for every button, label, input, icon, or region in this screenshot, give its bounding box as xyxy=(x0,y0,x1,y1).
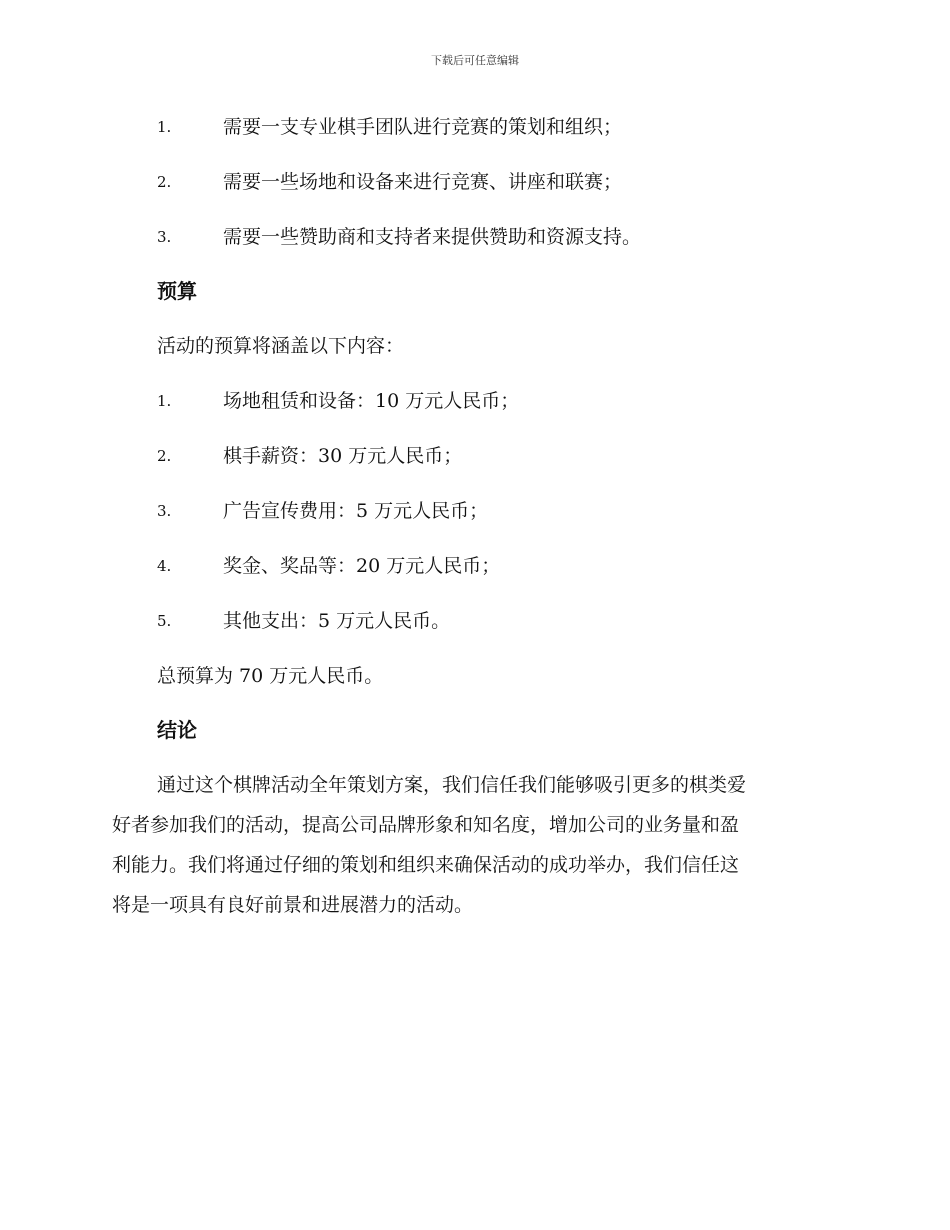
conclusion-heading: 结论 xyxy=(157,718,197,742)
list-text: 广告宣传费用：5 万元人民币； xyxy=(223,500,489,522)
list-number: 1. xyxy=(157,118,172,136)
list-number: 2. xyxy=(157,173,172,191)
list-text: 其他支出：5 万元人民币。 xyxy=(223,610,451,632)
paragraph-line: 好者参加我们的活动，提高公司品牌形象和知名度，增加公司的业务量和盈 xyxy=(112,814,740,836)
budget-total: 总预算为 70 万元人民币。 xyxy=(157,665,384,687)
page-header: 下载后可任意编辑 xyxy=(431,54,519,67)
conclusion-paragraph xyxy=(112,770,842,930)
budget-item xyxy=(0,441,950,471)
budget-item xyxy=(0,551,950,581)
list-number: 1. xyxy=(157,392,172,410)
list-text: 需要一些场地和设备来进行竞赛、讲座和联赛； xyxy=(223,171,623,193)
list-text: 需要一支专业棋手团队进行竞赛的策划和组织； xyxy=(223,116,623,138)
list-number: 3. xyxy=(157,502,172,520)
paragraph-line: 将是一项具有良好前景和进展潜力的活动。 xyxy=(112,894,474,916)
budget-item xyxy=(0,496,950,526)
budget-item xyxy=(0,386,950,416)
list-text: 棋手薪资：30 万元人民币； xyxy=(223,445,463,467)
list-number: 5. xyxy=(157,612,172,630)
budget-item xyxy=(0,606,950,636)
list-text: 奖金、奖品等：20 万元人民币； xyxy=(223,555,501,577)
requirement-item xyxy=(0,222,950,252)
paragraph-line: 利能力。我们将通过仔细的策划和组织来确保活动的成功举办，我们信任这 xyxy=(112,854,740,876)
requirement-item xyxy=(0,112,950,142)
list-text: 场地租赁和设备：10 万元人民币； xyxy=(223,390,520,412)
list-number: 3. xyxy=(157,228,172,246)
budget-heading: 预算 xyxy=(157,279,197,303)
list-text: 需要一些赞助商和支持者来提供赞助和资源支持。 xyxy=(223,226,642,248)
paragraph-line: 通过这个棋牌活动全年策划方案，我们信任我们能够吸引更多的棋类爱 xyxy=(157,774,747,796)
budget-intro: 活动的预算将涵盖以下内容： xyxy=(157,335,405,357)
requirement-item xyxy=(0,167,950,197)
list-number: 2. xyxy=(157,447,172,465)
list-number: 4. xyxy=(157,557,172,575)
